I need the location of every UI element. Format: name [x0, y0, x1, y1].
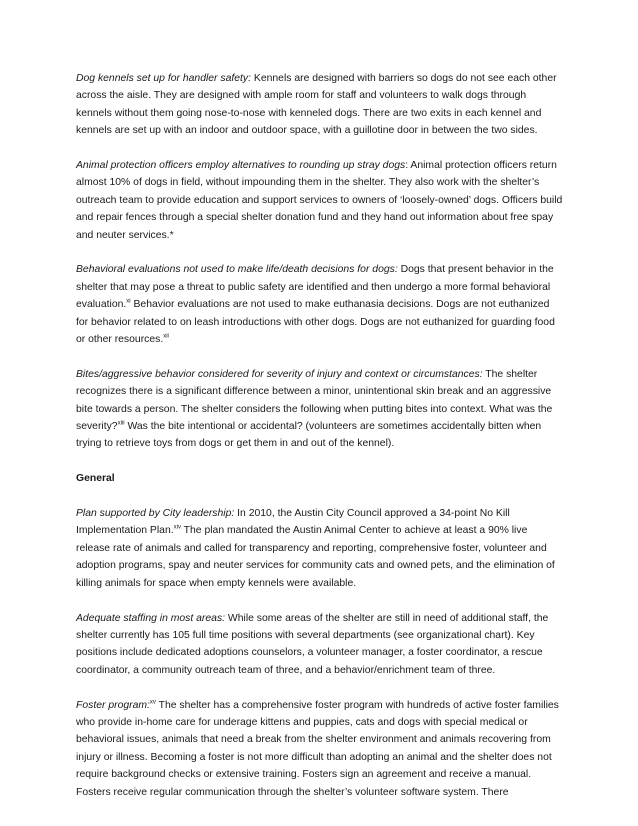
paragraph-dog-kennels: [76, 70, 564, 140]
paragraph-text: In 2010, the Austin City Council approved a 34-point No Kill Implementation Plan.: [76, 508, 510, 537]
paragraph-animal-protection: [76, 157, 564, 244]
paragraph-text: Behavior evaluations are not used to make euthanasia decisions. Dogs are not euthanized for behavior related to on leash introductions with other dogs. Dogs are not euthanized for guarding food or other resources.: [76, 299, 555, 346]
paragraph-behavioral-evaluations: [76, 261, 564, 348]
paragraph-lead: Bites/aggressive behavior considered for severity of injury and context or circumstances:: [76, 368, 483, 380]
paragraph-city-leadership: [76, 505, 564, 592]
footnote-marker: xii: [163, 333, 169, 340]
paragraph-lead: Adequate staffing in most areas:: [76, 612, 226, 624]
document-body: [76, 70, 564, 818]
paragraph-staffing: [76, 610, 564, 680]
paragraph-lead: Dog kennels set up for handler safety:: [76, 73, 252, 84]
paragraph-lead: Behavioral evaluations not used to make life/death decisions for dogs:: [76, 264, 398, 276]
paragraph-lead: Animal protection officers employ alternatives to rounding up stray dogs: [76, 160, 406, 172]
paragraph-text: Kennels are designed with barriers so dogs do not see each other across the aisle. They are designed with ample room for staff and volunteers to walk dogs through kennels without them going nose-to-nose with kenneled dogs. There are two exits in each kennel and kennels are set up with an indoor and outdoor space, with a guillotine door in between the two sides.: [76, 73, 557, 137]
section-heading: General: [76, 473, 115, 485]
footnote-marker: xi: [126, 298, 131, 305]
paragraph-text: While some areas of the shelter are still in need of additional staff, the shelter currently has 105 full time positions with several departments (see organizational chart). Key positions include dedicated adoptions counselors, a volunteer manager, a foster coordinator, a rescue coordinator, a community outreach team of three, and a behavior/enrichment team of three.: [76, 612, 549, 676]
paragraph-text: Dogs that present behavior in the shelter that may pose a threat to public safety are identified and then undergo a more formal behavioral evaluation.: [76, 264, 554, 311]
paragraph-lead: Plan supported by City leadership:: [76, 508, 235, 520]
footnote-marker: xiv: [173, 525, 181, 532]
paragraph-foster-program: [76, 697, 564, 801]
paragraph-lead: Foster program:: [76, 699, 150, 711]
paragraph-text: Was the bite intentional or accidental? (volunteers are sometimes accidentally bitten when trying to retrieve toys from dogs or get them in and out of the kennel).: [76, 421, 542, 450]
paragraph-text: The shelter has a comprehensive foster program with hundreds of active foster families who provide in-home care for underage kittens and puppies, cats and dogs with special medical or behavioral issues, animals that need a break from the shelter environment and animals recovering from injury or illness. Becoming a foster is not more difficult than adopting an animal and the shelter does not require background checks or extensive training. Fosters sign an agreement and receive a manual. Fosters receive regular communication through the shelter’s volunteer software system. There: [76, 699, 559, 798]
paragraph-bites: [76, 366, 564, 453]
footnote-marker: xiii: [117, 420, 125, 427]
paragraph-text: : Animal protection officers return almost 10% of dogs in field, without impounding them in the shelter. They also work with the shelter’s outreach team to provide education and support services to owners of ‘loosely-owned’ dogs. Officers build and repair fences through a special shelter donation fund and they hand out information about free spay and neuter services.*: [76, 160, 563, 241]
footnote-marker: xv: [149, 699, 156, 706]
paragraph-text: The plan mandated the Austin Animal Center to achieve at least a 90% live release rate of animals and called for transparency and reporting, comprehensive foster, volunteer and adoption programs, spay and neuter services for community cats and owned pets, and the elimination of killing animals for space when empty kennels were available.: [76, 525, 555, 589]
paragraph-text: The shelter recognizes there is a significant difference between a minor, unintentional skin break and an aggressive bite towards a person. The shelter considers the following when putting bites into context. What was the severity?: [76, 368, 553, 433]
